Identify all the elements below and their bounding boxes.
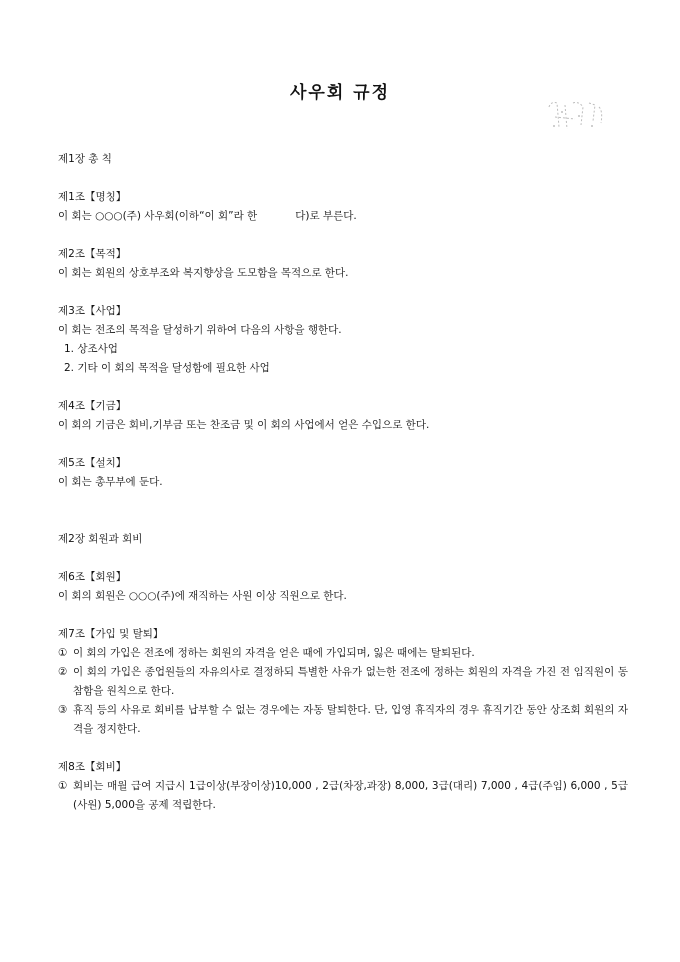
clause-mark: ① (58, 780, 68, 792)
faded-stamp-image (545, 97, 607, 133)
clause-text: 이 회의 가입은 종업원들의 자유의사로 결정하되 특별한 사유가 없는한 전조에 정하는 회원의 자격을 가진 전 임직원이 동참함을 원칙으로 한다. (73, 666, 628, 697)
article-3-item-2: 2. 기타 이 회의 목적을 달성함에 필요한 사업 (64, 362, 270, 374)
article-7-clause-3 (58, 701, 628, 739)
clause-text: 이 회의 가입은 전조에 정하는 회원의 자격을 얻은 때에 가입되며, 잃은 때에는 탈퇴된다. (73, 647, 475, 659)
article-4-text: 이 회의 기금은 회비,기부금 또는 찬조금 및 이 회의 사업에서 얻은 수입으로 한다. (58, 419, 430, 431)
document-title: 사우회 규정 (289, 83, 391, 103)
clause-mark: ① (58, 647, 68, 659)
article-1-text-before: 이 회는 ○○○(주) 사우회(이하“이 회”라 한 (58, 210, 258, 222)
document-body (58, 150, 628, 815)
article-6-text: 이 회의 회원은 ○○○(주)에 재직하는 사원 이상 직원으로 한다. (58, 590, 347, 602)
article-5-heading: 제5조【설치】 (58, 457, 127, 469)
article-8-clause-1 (58, 777, 628, 815)
article-2-text: 이 회는 회원의 상호부조와 복지향상을 도모함을 목적으로 한다. (58, 267, 349, 279)
chapter-1-heading: 제1장 총 칙 (58, 153, 112, 165)
article-5-text: 이 회는 총무부에 둔다. (58, 476, 163, 488)
article-3-text: 이 회는 전조의 목적을 달성하기 위하여 다음의 사항을 행한다. (58, 324, 342, 336)
clause-text: 휴직 등의 사유로 회비를 납부할 수 없는 경우에는 자동 탈퇴한다. 단, 입영 휴직자의 경우 휴직기간 동안 상조회 회원의 자격을 정지한다. (73, 704, 628, 735)
article-4-heading: 제4조【기금】 (58, 400, 127, 412)
clause-mark: ② (58, 666, 68, 678)
article-2-heading: 제2조【목적】 (58, 248, 127, 260)
chapter-2-heading: 제2장 회원과 회비 (58, 533, 143, 545)
article-7-clause-2 (58, 663, 628, 701)
article-7-heading: 제7조【가입 및 탈퇴】 (58, 628, 164, 640)
article-8-heading: 제8조【회비】 (58, 761, 127, 773)
article-3-item-1: 1. 상조사업 (64, 343, 118, 355)
article-7-clause-1 (58, 644, 628, 663)
article-1-heading: 제1조【명칭】 (58, 191, 127, 203)
article-1-text-after: 다)로 부른다. (295, 210, 357, 222)
clause-text: 회비는 매월 급여 지급시 1급이상(부장이상)10,000 , 2급(차장,과장) 8,000, 3급(대리) 7,000 , 4급(주임) 6,000 , 5급(사원) 5,000을 공제 적립한다. (73, 780, 628, 811)
article-1-text (58, 207, 628, 226)
article-3-heading: 제3조【사업】 (58, 305, 127, 317)
article-6-heading: 제6조【회원】 (58, 571, 127, 583)
clause-mark: ③ (58, 704, 68, 716)
